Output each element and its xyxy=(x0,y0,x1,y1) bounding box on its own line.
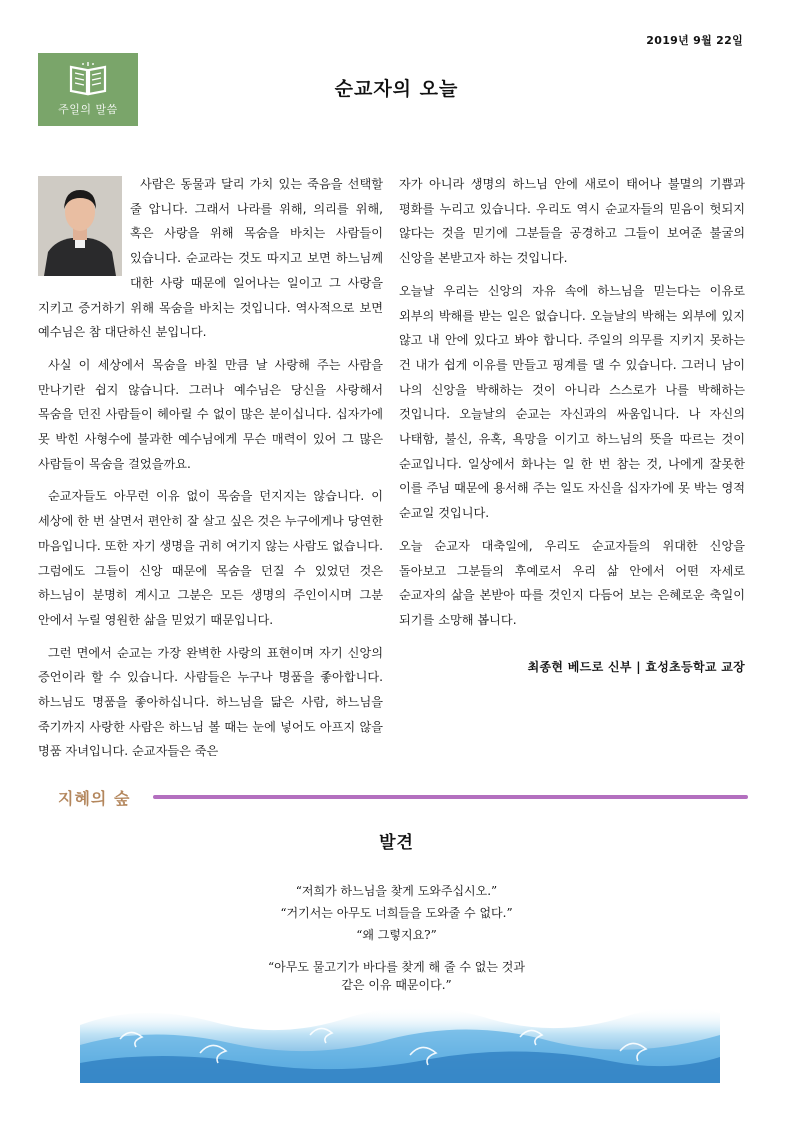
issue-date: 2019년 9월 22일 xyxy=(646,34,743,47)
article-left-column xyxy=(38,172,383,772)
quote-line-1: “저희가 하느님을 찾게 도와주십시오.” xyxy=(295,884,498,898)
quote-line-4: “아무도 물고기가 바다를 찾게 해 줄 수 없는 것과 xyxy=(268,960,525,974)
author-signature: 최종현 베드로 신부 | 효성초등학교 교장 xyxy=(527,659,745,674)
forest-section-header xyxy=(58,786,748,810)
left-paragraph-4: 그런 면에서 순교는 가장 완벽한 사랑의 표현이며 자기 신앙의 증언이라 할 수 있습니다. 사람들은 누구나 명품을 좋아합니다. 하느님도 명품을 좋아하십니다. 하느님을 닮은 사람, 하느님을 죽기까지 사랑한 사람은 하느님 볼 때는 눈에 넣어도 아프지 않을 명품 자녀입니다. 순교자들은 죽은 xyxy=(38,645,383,759)
author-portrait xyxy=(38,176,122,276)
quote-line-5: 같은 이유 때문이다.” xyxy=(341,978,452,992)
left-paragraph-1: 사람은 동물과 달리 가치 있는 죽음을 선택할 줄 압니다. 그래서 나라를 위해, 의리를 위해, 혹은 사랑을 위해 목숨을 바치는 사람들이 있습니다. 순교라는 것도 따지고 보면 하느님께 대한 사랑 때문에 일어나는 일이고 그 사랑을 지키고 증거하기 위해 목숨을 바치는 것입니다. 역사적으로 보면 예수님은 참 대단하신 분입니다. xyxy=(38,177,383,340)
section-divider xyxy=(153,795,748,799)
article-right-column xyxy=(399,172,745,679)
left-paragraph-3: 순교자들도 아무런 이유 없이 목숨을 던지지는 않습니다. 이 세상에 한 번 살면서 편안히 잘 살고 싶은 것은 누구에게나 당연한 마음입니다. 또한 자기 생명을 귀히 여기지 않는 사람도 없습니다. 그럼에도 그들이 신앙 때문에 목숨을 던질 수 있었던 것은 하느님이 분명히 계시고 그분은 모든 생명의 주인이시며 그분 안에서 누릴 영원한 삶을 믿었기 때문입니다. xyxy=(38,489,383,627)
badge-label: 주일의 말씀 xyxy=(58,103,118,116)
forest-section-title: 지혜의 숲 xyxy=(58,789,131,808)
quote-line-3: “왜 그렇지요?” xyxy=(356,928,437,942)
right-paragraph-3: 오늘 순교자 대축일에, 우리도 순교자들의 위대한 신앙을 돌아보고 그분들의 후예로서 우리 삶 안에서 어떤 자세로 순교자의 삶을 본받아 따를 것인지 다듬어 보는 은혜로운 축일이 되기를 소망해 봅니다. xyxy=(399,538,745,627)
story-title: 발견 xyxy=(379,833,414,853)
quote-line-2: “거기서는 아무도 너희들을 도와줄 수 없다.” xyxy=(280,906,513,920)
article-title: 순교자의 오늘 xyxy=(334,78,459,100)
left-paragraph-2: 사실 이 세상에서 목숨을 바칠 만큼 날 사랑해 주는 사람을 만나기란 쉽지 않습니다. 그러나 예수님은 당신을 사랑해서 목숨을 던진 사람들이 헤아릴 수 없이 많은 분이십니다. 십자가에 못 박힌 사형수에 불과한 예수님에게 무슨 매력이 있어 그 많은 사람들이 목숨을 걸었을까요. xyxy=(38,357,383,471)
right-paragraph-1: 자가 아니라 생명의 하느님 안에 새로이 태어나 불멸의 기쁨과 평화를 누리고 있습니다. 우리도 역시 순교자들의 믿음이 헛되지 않다는 것을 믿기에 그분들을 공경하고 그들이 보여준 불굴의 신앙을 본받고자 하는 것입니다. xyxy=(399,177,745,266)
ocean-wave-illustration xyxy=(80,995,720,1083)
right-paragraph-2: 오늘날 우리는 신앙의 자유 속에 하느님을 믿는다는 이유로 외부의 박해를 받는 일은 없습니다. 오늘날의 박해는 외부에 있지 않고 내 안에 있다고 봐야 합니다. 주일의 의무를 지키지 못하는 건 내가 쉽게 이유를 만들고 핑계를 댈 수 있습니다. 그러니 남이 나의 신앙을 박해하는 것이 아니라 스스로가 나를 박해하는 것입니다. 오늘날의 순교는 자신과의 싸움입니다. 나 자신의 나태함, 불신, 유혹, 욕망을 이기고 하느님의 뜻을 따르는 것이 순교입니다. 일상에서 화나는 일 한 번 참는 것, 나에게 잘못한 이를 주님 때문에 용서해 주는 일도 자신을 십자가에 못 박는 영적 순교일 것입니다. xyxy=(399,283,745,521)
